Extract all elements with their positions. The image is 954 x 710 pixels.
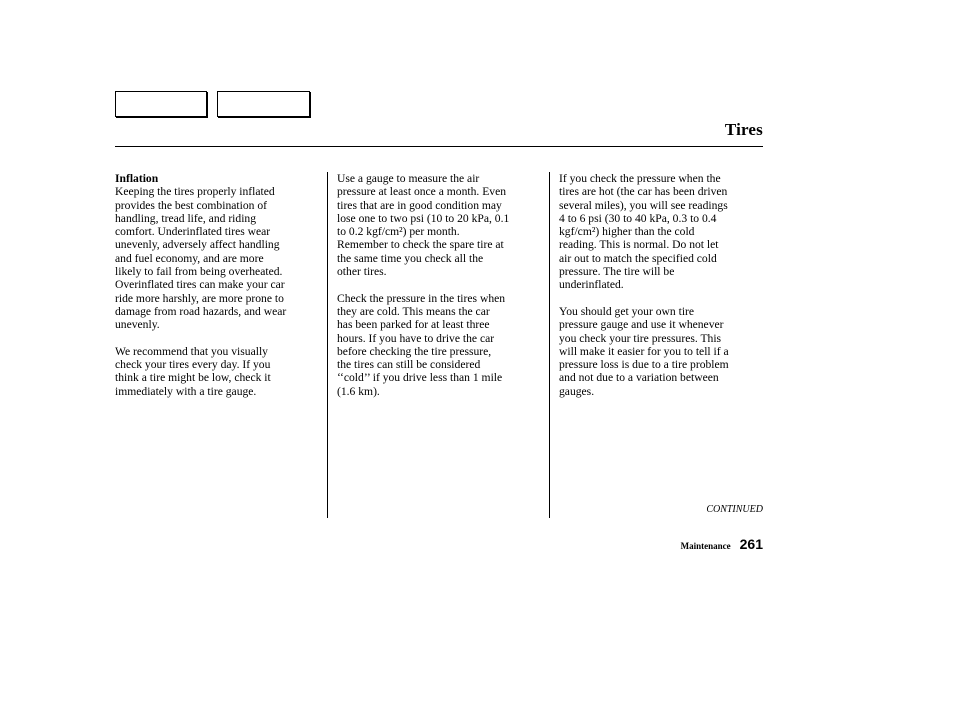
text-column-1 [115,172,325,411]
paragraph: If you check the pressure when the tires are hot (the car has been driven several miles), you will see readings 4 to 6 psi (30 to 40 kPa, 0.3 to 0.4 kgf/cm²) higher than the cold reading. This is normal. Do not let air out to match the specified cold pressure. The tire will be underinflated. [559,172,728,292]
paragraph: We recommend that you visually check your tires every day. If you think a tire might be low, check it immediately with a tire gauge. [115,344,271,398]
text-column-3 [559,172,765,411]
paragraph: Check the pressure in the tires when they are cold. This means the car has been parked for at least three hours. If you have to drive the car before checking the tire pressure, the tires can still be considered ‘‘cold’’ if you drive less than 1 mile (1.6 km). [337,291,506,398]
nav-tab-box-1[interactable] [115,91,207,117]
text-column-2 [337,172,543,411]
paragraph: You should get your own tire pressure gauge and use it whenever you check your tire pressures. This will make it easier for you to tell if a pressure loss is due to a tire problem and not due to a variation between gauges. [559,304,729,398]
section-heading: Inflation [115,172,159,185]
continued-label: CONTINUED [706,504,763,515]
column-divider [549,172,550,518]
page-title: Tires [724,120,763,139]
title-rule [115,146,763,147]
column-divider [327,172,328,518]
page-number: 261 [739,536,763,552]
nav-tab-box-2[interactable] [217,91,310,117]
page-footer [681,536,763,552]
paragraph: Use a gauge to measure the air pressure at least once a month. Even tires that are in good condition may lose one to two psi (10 to 20 kPa, 0.1 to 0.2 kgf/cm²) per month. Remember to check the spare tire at the same time you check all the other tires. [337,172,510,279]
paragraph: Keeping the tires properly inflated provides the best combination of handling, tread life, and riding comfort. Underinflated tires wear unevenly, adversely affect handling and fuel economy, and are more likely to fail from being overheated. Overinflated tires can make your car ride more harshly, are more prone to damage from road hazards, and wear unevenly. [115,185,287,332]
section-name: Maintenance [680,541,731,551]
